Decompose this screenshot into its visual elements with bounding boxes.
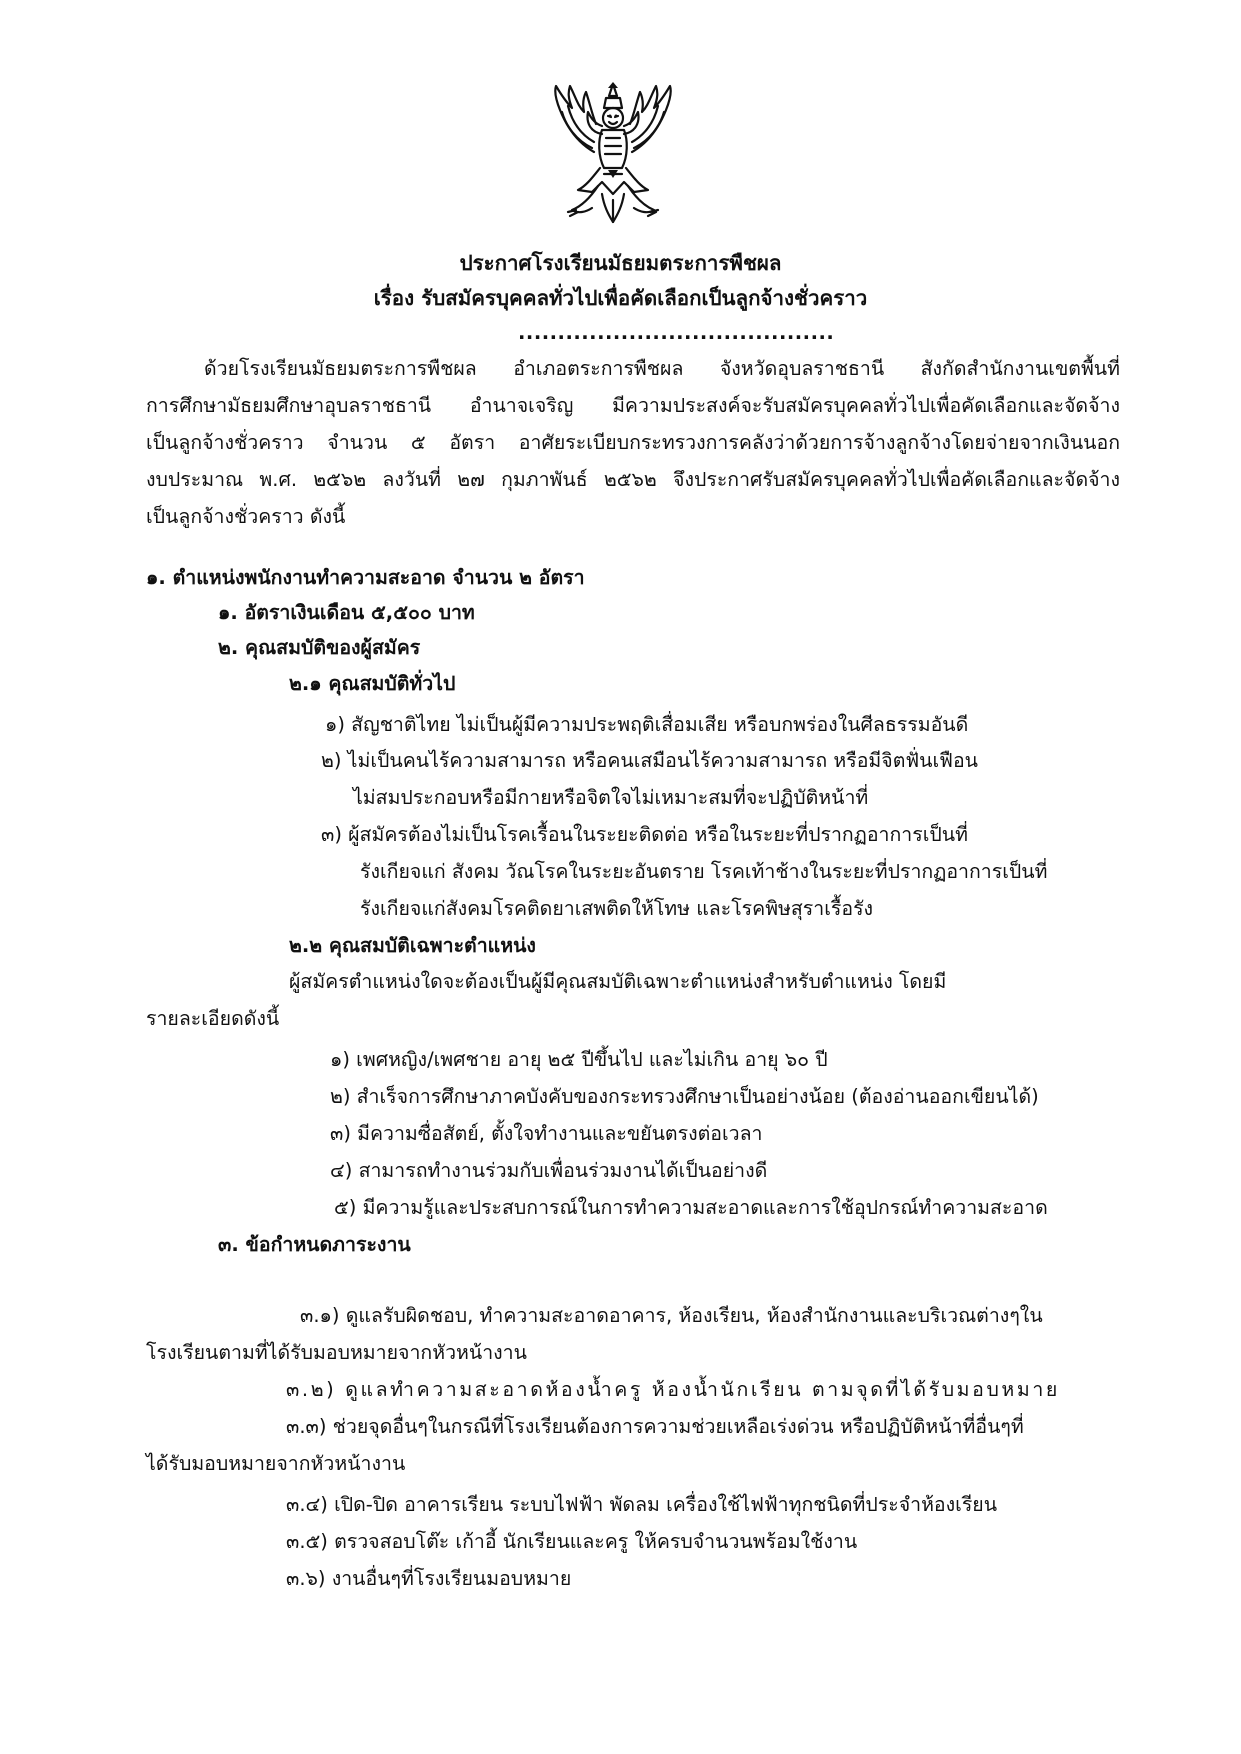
specific-item-3: ๓) มีความซื่อสัตย์, ตั้งใจทำงานและขยันตรงต่อเวลา [330,1122,763,1145]
duty-1-line-2: โรงเรียนตามที่ได้รับมอบหมายจากหัวหน้างาน [146,1341,527,1364]
specific-item-5: ๕) มีความรู้และประสบการณ์ในการทำความสะอาดและการใช้อุปกรณ์ทำความสะอาด [334,1196,1048,1219]
duty-5: ๓.๕) ตรวจสอบโต๊ะ เก้าอี้ นักเรียนและครู ให้ครบจำนวนพร้อมใช้งาน [286,1530,858,1553]
qualification-heading: ๒. คุณสมบัติของผู้สมัคร [218,636,421,659]
header-separator: ........................................ [518,321,835,344]
general-item-2-line-1: ๒) ไม่เป็นคนไร้ความสามารถ หรือคนเสมือนไร้ความสามารถ หรือมีจิตฟั่นเฟือน [321,749,979,772]
intro-line-3: เป็นลูกจ้างชั่วคราว จำนวน ๕ อัตรา อาศัยระเบียบกระทรวงการคลังว่าด้วยการจ้างลูกจ้างโดยจ่ายจากเงินนอก [146,431,1120,454]
general-item-2-line-2: ไม่สมประกอบหรือมีกายหรือจิตใจไม่เหมาะสมที่จะปฏิบัติหน้าที่ [353,786,869,809]
garuda-emblem-icon [542,82,684,232]
general-qualification-heading: ๒.๑ คุณสมบัติทั่วไป [289,672,456,695]
general-item-3-line-1: ๓) ผู้สมัครต้องไม่เป็นโรคเรื้อนในระยะติดต่อ หรือในระยะที่ปรากฏอาการเป็นที่ [321,823,968,846]
specific-item-2: ๒) สำเร็จการศึกษาภาคบังคับของกระทรวงศึกษาเป็นอย่างน้อย (ต้องอ่านออกเขียนได้) [330,1085,1039,1108]
intro-line-4: งบประมาณ พ.ศ. ๒๕๖๒ ลงวันที่ ๒๗ กุมภาพันธ์ ๒๕๖๒ จึงประกาศรับสมัครบุคคลทั่วไปเพื่อคัดเลือกและจัดจ้าง [146,468,1120,491]
intro-line-5: เป็นลูกจ้างชั่วคราว ดังนี้ [146,505,346,528]
duty-3-line-2: ได้รับมอบหมายจากหัวหน้างาน [146,1452,406,1475]
specific-item-4: ๔) สามารถทำงานร่วมกับเพื่อนร่วมงานได้เป็นอย่างดี [330,1159,768,1182]
document-subject: เรื่อง รับสมัครบุคคลทั่วไปเพื่อคัดเลือกเป็นลูกจ้างชั่วคราว [373,286,868,310]
specific-qualification-heading: ๒.๒ คุณสมบัติเฉพาะตำแหน่ง [289,934,536,957]
intro-line-2: การศึกษามัธยมศึกษาอุบลราชธานี อำนาจเจริญ มีความประสงค์จะรับสมัครบุคคลทั่วไปเพื่อคัดเลือกและจัดจ้าง [146,394,1120,417]
specific-intro-line-1: ผู้สมัครตำแหน่งใดจะต้องเป็นผู้มีคุณสมบัติเฉพาะตำแหน่งสำหรับตำแหน่ง โดยมี [289,970,947,993]
specific-item-1: ๑) เพศหญิง/เพศชาย อายุ ๒๕ ปีขึ้นไป และไม่เกิน อายุ ๖๐ ปี [330,1048,828,1071]
general-item-3-line-2: รังเกียจแก่ สังคม วัณโรคในระยะอันตราย โรคเท้าช้างในระยะที่ปรากฏอาการเป็นที่ [360,860,1048,883]
duty-3-line-1: ๓.๓) ช่วยจุดอื่นๆในกรณีที่โรงเรียนต้องการความช่วยเหลือเร่งด่วน หรือปฏิบัติหน้าที่อื่นๆที่ [286,1415,1024,1438]
document-title: ประกาศโรงเรียนมัธยมตระการพืชผล [459,251,782,275]
duty-6: ๓.๖) งานอื่นๆที่โรงเรียนมอบหมาย [286,1567,572,1590]
duties-heading: ๓. ข้อกำหนดภาระงาน [218,1233,411,1256]
salary-line: ๑. อัตราเงินเดือน ๕,๕๐๐ บาท [218,601,475,624]
intro-line-1: ด้วยโรงเรียนมัธยมตระการพืชผล อำเภอตระการพืชผล จังหวัดอุบลราชธานี สังกัดสำนักงานเขตพื้นที่ [204,357,1120,380]
duty-4: ๓.๔) เปิด-ปิด อาคารเรียน ระบบไฟฟ้า พัดลม เครื่องใช้ไฟฟ้าทุกชนิดที่ประจำห้องเรียน [286,1493,998,1516]
duty-1-line-1: ๓.๑) ดูแลรับผิดชอบ, ทำความสะอาดอาคาร, ห้องเรียน, ห้องสำนักงานและบริเวณต่างๆใน [300,1304,1043,1327]
specific-intro-line-2: รายละเอียดดังนี้ [146,1007,280,1030]
duty-2: ๓.๒) ดูแลทำความสะอาดห้องน้ำครู ห้องน้ำนักเรียน ตามจุดที่ได้รับมอบหมาย [286,1378,1060,1401]
section1-heading: ๑. ตำแหน่งพนักงานทำความสะอาด จำนวน ๒ อัตรา [146,566,585,589]
general-item-3-line-3: รังเกียจแก่สังคมโรคติดยาเสพติดให้โทษ และโรคพิษสุราเรื้อรัง [360,897,874,920]
general-item-1: ๑) สัญชาติไทย ไม่เป็นผู้มีความประพฤติเสื่อมเสีย หรือบกพร่องในศีลธรรมอันดี [325,713,969,736]
